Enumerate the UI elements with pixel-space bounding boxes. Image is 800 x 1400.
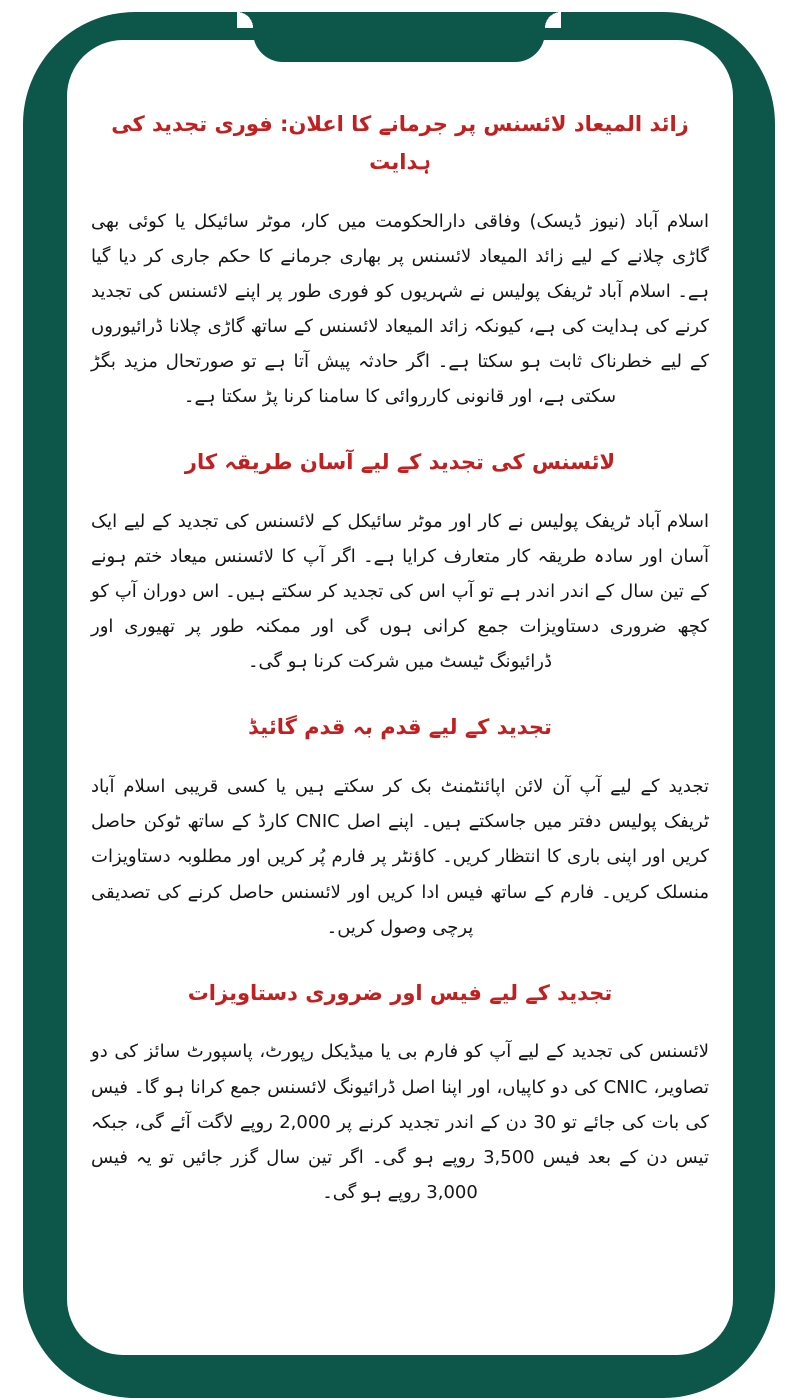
article-title: زائد المیعاد لائسنس پر جرمانے کا اعلان: فوری تجدید کی ہدایت [111, 112, 689, 174]
section-paragraph-fees-and-documents: لائسنس کی تجدید کے لیے آپ کو فارم بی یا میڈیکل رپورٹ، پاسپورٹ سائز کی دو تصاویر، CNIC کی دو کاپیاں، اور اپنا اصل ڈرائیونگ لائسنس جمع کرانا ہو گا۔ فیس کی بات کی جائے تو 30 دن کے اندر تجدید کرنے پر 2,000 روپے لاگت آئے گی، جبکہ تیس دن کے بعد فیس 3,500 روپے ہو گی۔ اگر تین سال گزر جائیں تو یہ فیس 3,000 روپے ہو گی۔ [91, 1041, 710, 1203]
phone-notch [253, 12, 545, 62]
section-paragraph-renewal-procedure: اسلام آباد ٹریفک پولیس نے کار اور موٹر سائیکل کے لائسنس کی تجدید کے لیے ایک آسان اور سادہ طریقہ کار متعارف کرایا ہے۔ اگر آپ کا لائسنس میعاد ختم ہونے کے تین سال کے اندر اندر ہے تو آپ اس کی تجدید کر سکتے ہیں۔ اس دوران آپ کو کچھ ضروری دستاویزات جمع کرانی ہوں گی اور ممکنہ طور پر تھیوری اور ڈرائیونگ ٹیسٹ میں شرکت کرنا ہو گی۔ [91, 510, 709, 673]
phone-frame [23, 12, 775, 1398]
intro-paragraph: اسلام آباد (نیوز ڈیسک) وفاقی دارالحکومت میں کار، موٹر سائیکل یا کوئی بھی گاڑی چلانے کے لیے زائد المیعاد لائسنس پر بھاری جرمانے کا حکم جاری کر دیا گیا ہے۔ اسلام آباد ٹریفک پولیس نے شہریوں کو فوری طور پر اپنے لائسنس کی تجدید کرنے کی ہدایت کی ہے، کیونکہ زائد المیعاد لائسنس کے ساتھ گاڑی چلانا ڈرائیوروں کے لیے خطرناک ثابت ہو سکتا ہے۔ اگر حادثہ پیش آتا ہے تو صورتحال مزید بگڑ سکتی ہے، اور قانونی کارروائی کا سامنا کرنا پڑ سکتا ہے۔ [91, 210, 709, 408]
section-paragraph-step-by-step-guide: تجدید کے لیے آپ آن لائن اپائنٹمنٹ بک کر سکتے ہیں یا کسی قریبی اسلام آباد ٹریفک پولیس دفتر میں جاسکتے ہیں۔ اپنے اصل CNIC کارڈ کے ساتھ ٹوکن حاصل کریں اور اپنی باری کا انتظار کریں۔ کاؤنٹر پر فارم پُر کریں اور مطلوبہ دستاویزات منسلک کریں۔ فارم کے ساتھ فیس ادا کریں اور لائسنس حاصل کرنے کی تصدیقی پرچی وصول کریں۔ [91, 776, 710, 938]
section-heading-renewal-procedure: لائسنس کی تجدید کے لیے آسان طریقہ کار [184, 450, 616, 475]
notch-fillet-right [545, 12, 561, 28]
phone-screen [67, 40, 733, 1355]
section-heading-step-by-step-guide: تجدید کے لیے قدم بہ قدم گائیڈ [248, 715, 552, 740]
notch-fillet-left [237, 12, 253, 28]
article-content [67, 40, 733, 1355]
section-heading-fees-and-documents: تجدید کے لیے فیس اور ضروری دستاویزات [187, 980, 613, 1005]
